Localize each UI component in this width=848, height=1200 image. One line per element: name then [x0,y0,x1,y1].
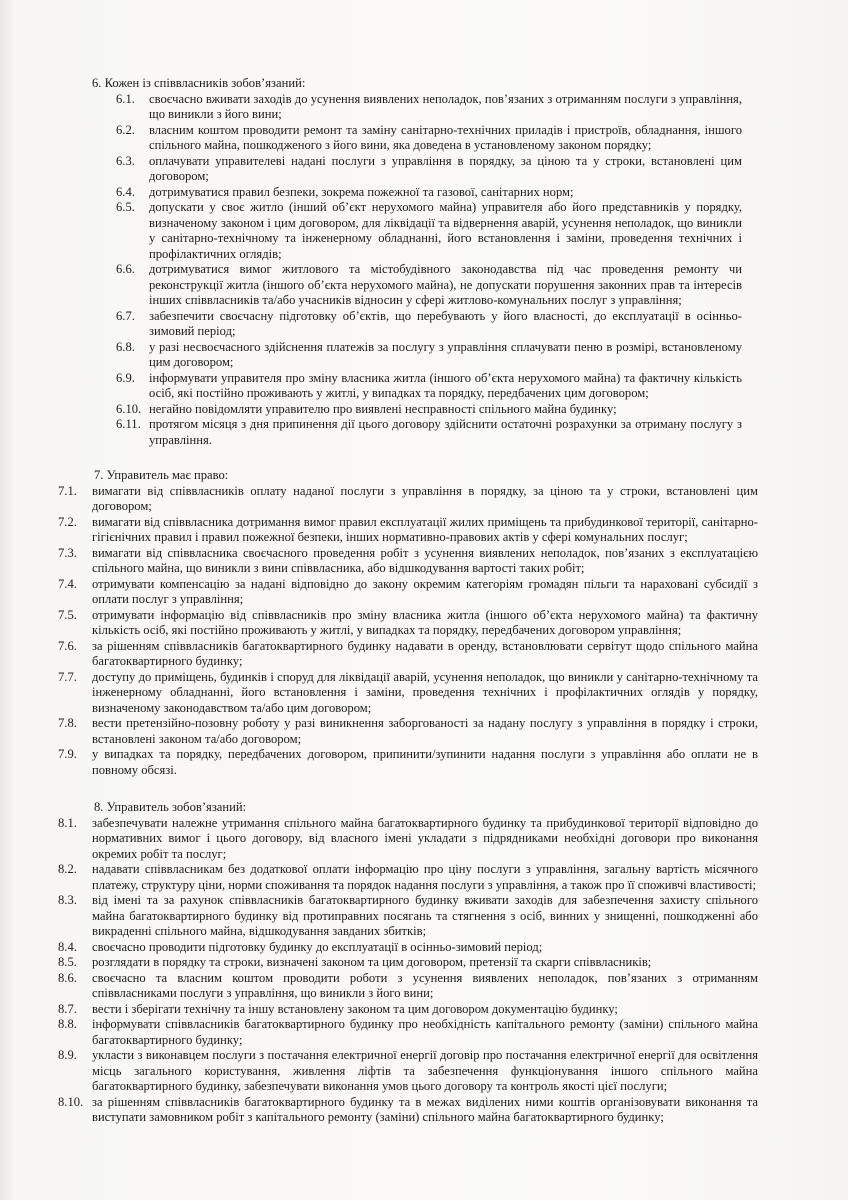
clause-number: 6.8. [116,339,135,354]
clause-number: 7.1. [58,483,77,498]
clause-text: укласти з виконавцем послуги з постачання електричної енергії договір про постачання електричної енергії для освітлення місць загального користування, живлення ліфтів та забезпечення функціонування іншого спільного майна багатоквартирного будинку, забезпечувати виконання умов цього договору та контроль якості цієї послуги; [92,1048,758,1093]
clause-item [58,747,758,778]
clause-text: у випадках та порядку, передбачених договором, припинити/зупинити надання послуги з управління або оплати не в повному обсязі. [92,747,758,777]
clause-text: протягом місяця з дня припинення дії цього договору здійснити остаточні розрахунки за отриману послугу з управління. [149,417,742,447]
clause-number: 6.11. [116,417,141,431]
clause-number: 6.3. [116,153,135,168]
clause-item [58,607,758,639]
clause-number: 7.5. [58,607,77,622]
clause-item [58,514,758,546]
clause-number: 6.10. [116,401,142,416]
clause-number: 8.4. [58,939,77,954]
clause-text: своєчасно вживати заходів до усунення виявлених неполадок, пов’язаних з отриманням послуги з управління, що виникли з його вини; [149,91,742,121]
clause-number: 8.5. [58,955,77,969]
clause-item [58,1001,758,1018]
clause-number: 7.3. [58,545,77,560]
clause-item [58,716,758,747]
clause-text: вимагати від співвласника своєчасного проведення робіт з усунення виявлених неполадок, пов’язаних з експлуатацією спільного майна, що виникли з вини співвласника, або відшкодування вартості таких робіт; [92,545,758,575]
clause-number: 7.2. [58,514,77,529]
clause-text: оплачувати управителеві надані послуги з управління в порядку, за ціною та у строки, встановлені цим договором; [149,153,742,183]
clause-text: дотримуватися правил безпеки, зокрема пожежної та газової, санітарних норм; [149,184,574,199]
clause-text: за рішенням співвласників багатоквартирного будинку та в межах виділених ними коштів організовувати виконання та виступати замовником робіт з капітального ремонту (заміни) спільного майна багатоквартирного будинку; [92,1094,758,1124]
clause-item [116,262,742,309]
clause-item [116,402,742,418]
clause-item [116,185,742,201]
clause-number: 8.10. [58,1094,84,1109]
clause-text: вимагати від співвласника дотримання вимог правил експлуатації жилих приміщень та прибудинкової території, санітарно-гігієнічних правил і правил пожежної безпеки, інших нормативно-правових актів у сфері комунальних послуг; [92,514,758,544]
clause-item [58,1017,758,1048]
clause-item [58,483,758,515]
clause-number: 6.1. [116,91,135,106]
clause-text: своєчасно проводити підготовку будинку до експлуатації в осінньо-зимовий період; [92,939,543,954]
section-7-heading: 7. Управитель має право: [94,468,229,482]
section-8-list [0,816,848,1126]
clause-text: вести претензійно-позовну роботу у разі виникнення заборгованості за надану послугу з управління в порядку і строки, встановлені законом та/або договором; [92,716,758,746]
clause-text: негайно повідомляти управителю про виявлені несправності спільного майна будинку; [149,401,617,416]
clause-item [58,545,758,577]
clause-text: забезпечувати належне утримання спільного майна багатоквартирного будинку та прибудинкової території відповідно до нормативних вимог і цього договору, від власного імені укладати з підрядниками необхідні договори про виконання окремих робіт та послуг; [92,815,758,861]
clause-item [116,92,742,123]
clause-item [58,669,758,717]
clause-text: допускати у своє житло (інший об’єкт нерухомого майна) управителя або його представників у порядку, визначеному законом і цим договором, для ліквідації та відвернення аварій, усунення неполадок, що виникли у санітарно-технічному та інженерному обладнанні, його встановлення і заміни, проведення технічних і профілактичних оглядів; [149,200,742,261]
clause-number: 8.3. [58,893,77,907]
clause-number: 8.9. [58,1048,77,1062]
clause-text: доступу до приміщень, будинків і споруд для ліквідації аварій, усунення неполадок, що виникли у санітарно-технічному та інженерному обладнанні, його встановлення і заміни, проведення технічних і профілактичних оглядів у порядку, визначеному законодавством та/або цим договором; [92,669,758,715]
clause-number: 7.7. [58,669,77,684]
clause-number: 7.8. [58,716,77,730]
clause-number: 8.6. [58,970,77,985]
clause-item [58,893,758,940]
clause-item [58,862,758,893]
clause-item [116,154,742,185]
clause-item [58,970,758,1002]
clause-text: інформувати співвласників багатоквартирного будинку про необхідність капітального ремонту (заміни) спільного майна багатоквартирного будинку; [92,1017,758,1047]
clause-item [58,815,758,863]
clause-text: забезпечити своєчасну підготовку об’єктів, що перебувають у його власності, до експлуатації в осінньо-зимовий період; [149,308,742,338]
clause-number: 6.2. [116,122,135,137]
clause-number: 8.1. [58,815,77,830]
clause-number: 8.8. [58,1017,77,1031]
clause-text: інформувати управителя про зміну власника житла (іншого об’єкта нерухомого майна) та фактичну кількість осіб, які постійно проживають у житлі, у випадках та порядку, передбачених цим договором; [149,370,742,400]
clause-text: у разі несвоєчасного здійснення платежів за послугу з управління сплачувати пеню в розмірі, встановленому цим договором; [149,339,742,369]
section-6-heading: 6. Кожен із співвласників зобов’язаний: [92,76,306,90]
clause-number: 6.9. [116,370,135,385]
clause-number: 8.7. [58,1001,77,1016]
clause-text: вимагати від співвласників оплату наданої послуги з управління в порядку, за ціною та у строки, встановлені цим договором; [92,483,758,513]
clause-item [116,340,742,371]
clause-text: власним коштом проводити ремонт та заміну санітарно-технічних приладів і пристроїв, обладнання, іншого спільного майна, пошкодженого з його вини, яка доведена в установленому законом порядку; [149,122,742,152]
clause-number: 6.7. [116,308,135,323]
clause-number: 6.6. [116,262,135,276]
section-7-list [0,484,848,779]
clause-text: дотримуватися вимог житлового та містобудівного законодавства під час проведення ремонту чи реконструкції житла (іншого об’єкта нерухомого майна), не допускати порушення законних прав та інтересів інших співвласників та/або учасників відносин у сфері житлово-комунальних послуг з управління; [149,262,742,307]
clause-item [116,200,742,262]
clause-item [116,123,742,154]
clause-item [58,1048,758,1095]
clause-number: 7.6. [58,638,77,653]
clause-number: 8.2. [58,862,77,876]
clause-text: своєчасно та власним коштом проводити роботи з усунення виявлених неполадок, пов’язаних з отриманням співвласниками послуги з управління, що виникли з його вини; [92,970,758,1000]
document-body [0,76,848,1126]
clause-item [116,417,742,448]
clause-item [58,576,758,608]
section-8-heading: 8. Управитель зобов’язаний: [94,800,247,814]
clause-item [58,939,758,956]
clause-text: вести і зберігати технічну та іншу встановлену законом та цим договором документацію будинку; [92,1001,618,1016]
clause-item [116,371,742,402]
clause-number: 7.9. [58,747,77,761]
section-6 [0,76,848,448]
clause-number: 6.5. [116,200,135,214]
clause-number: 7.4. [58,576,77,591]
clause-text: надавати співвласникам без додаткової оплати інформацію про ціну послуги з управління, загальну вартість місячного платежу, структуру ціни, норми споживання та порядок надання послуги з управління, а також про її споживчі властивості; [92,862,758,892]
clause-item [58,1094,758,1126]
clause-item [58,638,758,670]
clause-text: отримувати компенсацію за надані відповідно до закону окремим категоріям громадян пільги та нараховані субсидії з оплати послуг з управління; [92,576,758,606]
clause-text: від імені та за рахунок співвласників багатоквартирного будинку вживати заходів для забезпечення захисту спільного майна багатоквартирного будинку від протиправних посягань та стягнення з осіб, винних у знищенні, пошкодженні або викраденні спільного майна, відшкодування завданих збитків; [92,893,758,938]
clause-text: отримувати інформацію від співвласників про зміну власника житла (іншого об’єкта нерухомого майна) та фактичну кількість осіб, які постійно проживають у житлі, у випадках та порядку, передбачених договором управління; [92,607,758,637]
clause-item [58,955,758,971]
clause-item [116,309,742,340]
clause-text: за рішенням співвласників багатоквартирного будинку надавати в оренду, встановлювати сервітут щодо спільного майна багатоквартирного будинку; [92,638,758,668]
clause-number: 6.4. [116,184,135,199]
clause-text: розглядати в порядку та строки, визначені законом та цим договором, претензії та скарги співвласників; [92,955,652,969]
section-7 [0,468,848,778]
section-8 [0,800,848,1126]
section-6-list [0,92,848,449]
